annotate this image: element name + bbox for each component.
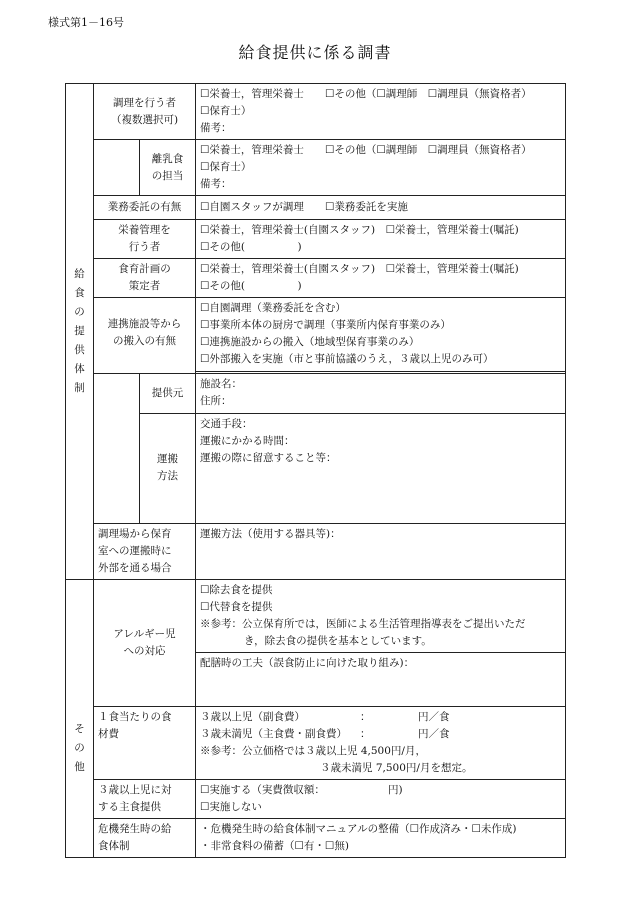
row-transport [66, 523, 566, 579]
label-outsourcing: 業務委託の有無 [94, 196, 196, 220]
allergy-options[interactable]: ☐除去食を提供 ☐代替食を提供 ※参考：公立保育所では，医師による生活管理指導表をご提出いただ き，除去食の提供を基本としています。 [196, 579, 566, 652]
label-transport: 調理場から保育 室への運搬時に 外部を通る場合 [94, 523, 196, 579]
label-food-education: 食育計画の 策定者 [94, 259, 196, 298]
row-delivery [66, 298, 566, 372]
row-weaning [66, 140, 566, 196]
nutrition-mgmt-options[interactable]: ☐栄養士，管理栄養士(自園スタッフ) ☐栄養士，管理栄養士(嘱託) ☐その他( ) [196, 220, 566, 259]
page-title: 給食提供に係る調書 [238, 43, 392, 62]
row-method [66, 413, 566, 523]
label-allergy: アレルギー児 への対応 [94, 579, 196, 706]
label-provider: 提供元 [140, 373, 196, 413]
meal-cost-fields[interactable]: ３歳以上児（副食費） ： 円／食 ３歳未満児（主食費・副食費） ： 円／食 ※参考：公立価格では３歳以上児 4,500円/月， ３歳未満児 7,500円/月を想定。 [196, 706, 566, 779]
label-delivery: 連携施設等から の搬入の有無 [94, 298, 196, 374]
row-provider [66, 373, 566, 413]
label-meal-cost: １食当たりの食 材費 [94, 706, 196, 779]
crisis-options[interactable]: ・危機発生時の給食体制マニュアルの整備（☐作成済み・☐未作成) ・非常食料の備蓄（☐有・☐無) [196, 818, 566, 857]
method-fields[interactable]: 交通手段： 運搬にかかる時間： 運搬の際に留意すること等： [196, 413, 566, 523]
form-number: 様式第1－16号 [48, 16, 124, 29]
row-meal-cost [66, 706, 566, 779]
serving-field[interactable]: 配膳時の工夫（誤食防止に向けた取り組み)： [196, 652, 566, 706]
weaning-spacer [94, 140, 140, 196]
delivery-options[interactable]: ☐自園調理（業務委託を含む） ☐事業所本体の厨房で調理（事業所内保育事業のみ） ☐連携施設からの搬入（地域型保育事業のみ） ☐外部搬入を実施（市と事前協議のうえ，３歳以上児のみ可） [196, 298, 566, 372]
outsourcing-options[interactable]: ☐自園スタッフが調理 ☐業務委託を実施 [196, 196, 566, 220]
label-staple-food: ３歳以上児に対 する主食提供 [94, 779, 196, 818]
row-allergy [66, 579, 566, 652]
row-outsourcing [66, 196, 566, 220]
method-spacer [94, 413, 140, 523]
label-crisis: 危機発生時の給 食体制 [94, 818, 196, 857]
food-education-options[interactable]: ☐栄養士，管理栄養士(自園スタッフ) ☐栄養士，管理栄養士(嘱託) ☐その他( ) [196, 259, 566, 298]
section-label-other: そ の 他 [66, 579, 94, 857]
row-food-education [66, 259, 566, 298]
row-cook [66, 84, 566, 140]
transport-field[interactable]: 運搬方法（使用する器具等)： [196, 523, 566, 579]
cook-options[interactable]: ☐栄養士，管理栄養士 ☐その他（☐調理師 ☐調理員（無資格者） ☐保育士） 備考： [196, 84, 566, 140]
label-nutrition-mgmt: 栄養管理を 行う者 [94, 220, 196, 259]
section-label-supply-system: 給 食 の 提 供 体 制 [66, 84, 94, 580]
label-cook: 調理を行う者 （複数選択可) [94, 84, 196, 140]
label-weaning: 離乳食 の担当 [140, 140, 196, 196]
staple-food-options[interactable]: ☐実施する（実費徴収額： 円) ☐実施しない [196, 779, 566, 818]
weaning-options[interactable]: ☐栄養士，管理栄養士 ☐その他（☐調理師 ☐調理員（無資格者） ☐保育士） 備考： [196, 140, 566, 196]
provider-spacer [94, 373, 140, 413]
form-table [65, 83, 566, 858]
label-method: 運搬 方法 [140, 413, 196, 523]
row-crisis [66, 818, 566, 857]
row-staple-food [66, 779, 566, 818]
provider-fields[interactable]: 施設名： 住所： [196, 373, 566, 413]
row-nutrition-mgmt [66, 220, 566, 259]
